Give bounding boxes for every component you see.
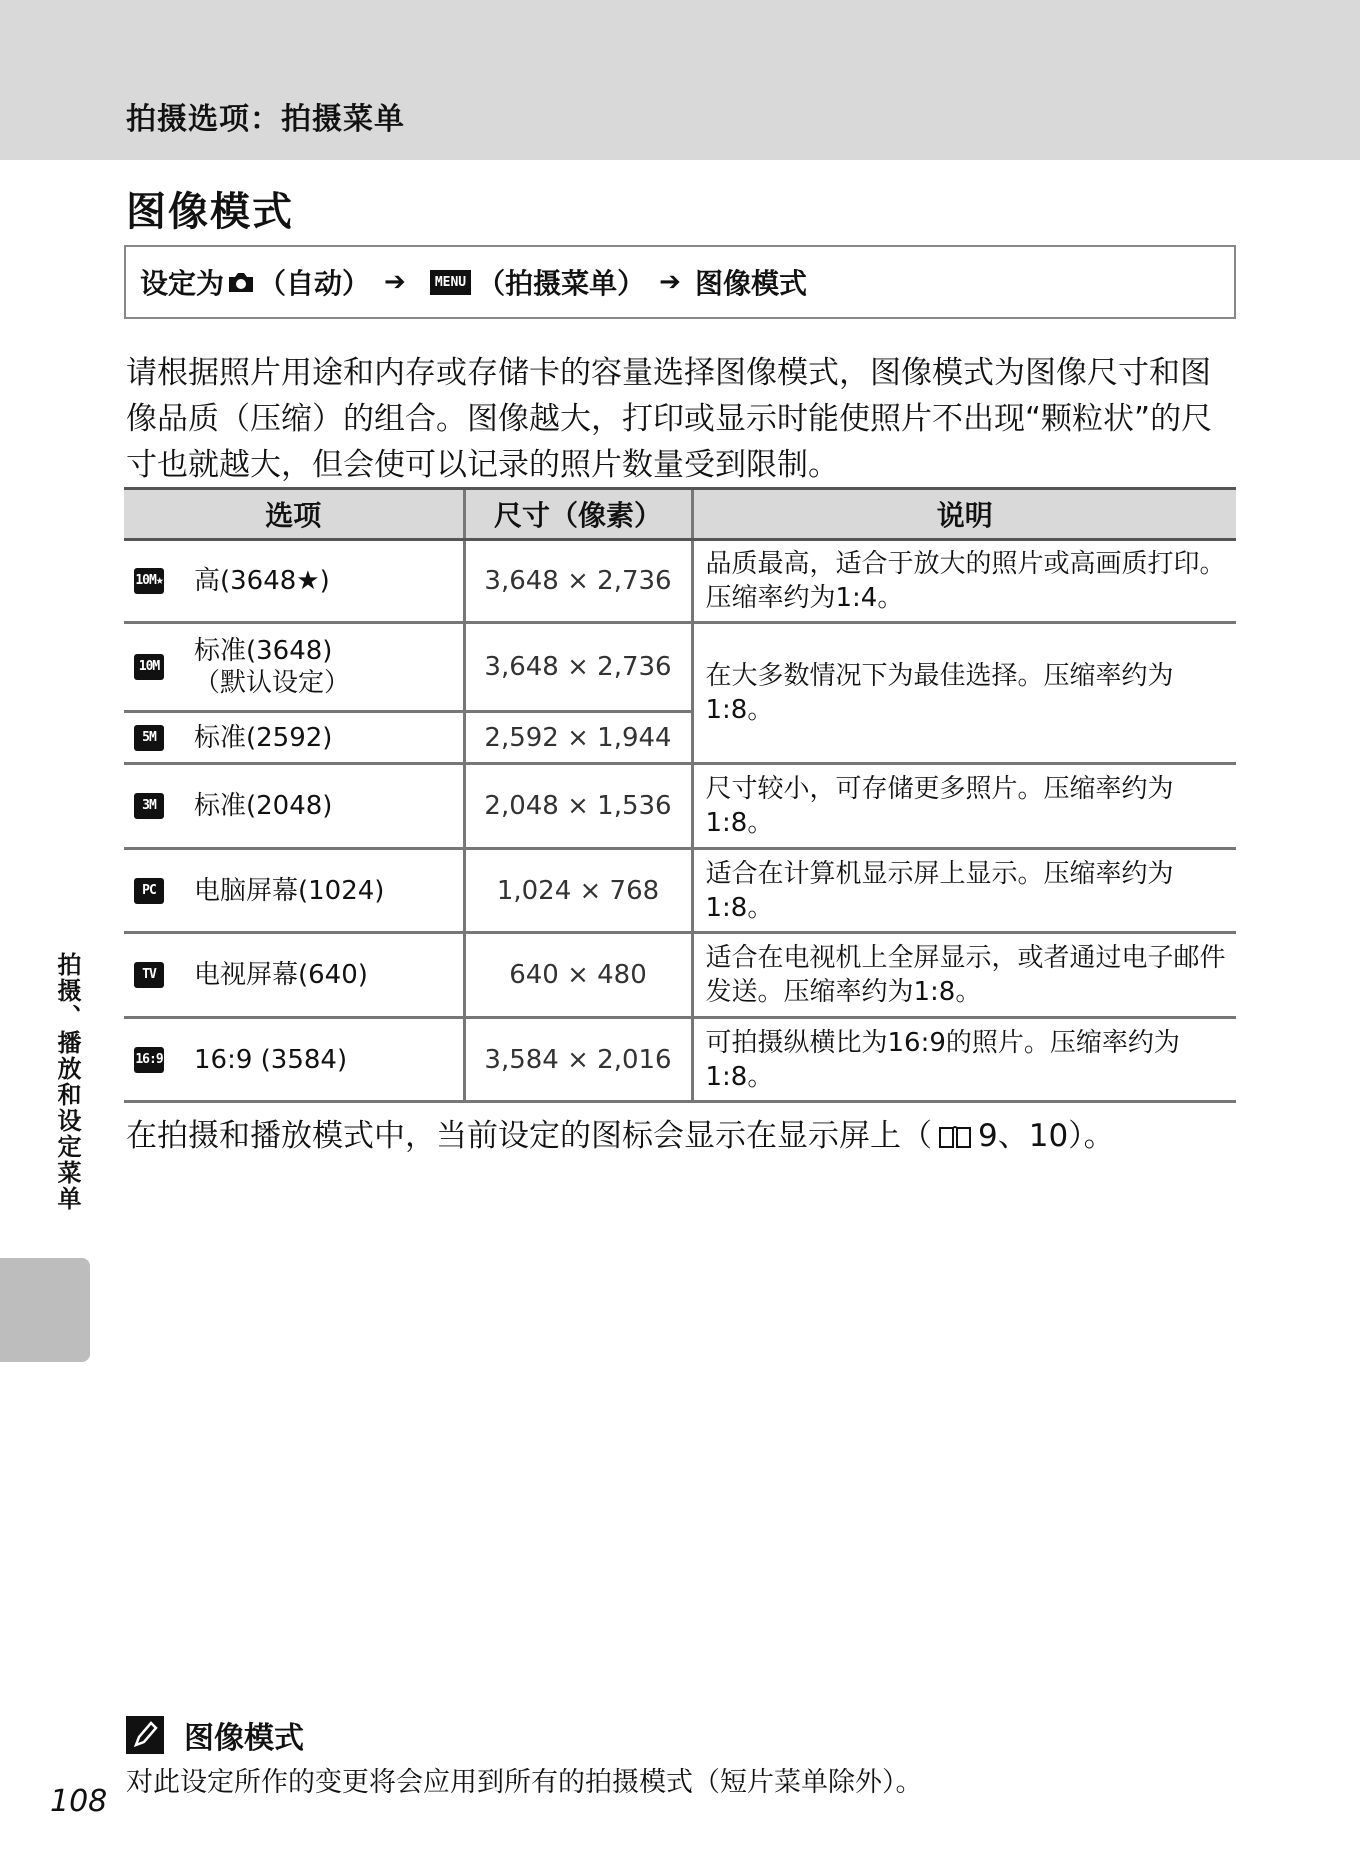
description-cell: 适合在计算机显示屏上显示。压缩率约为1:8。	[692, 849, 1236, 933]
intro-paragraph: 请根据照片用途和内存或存储卡的容量选择图像模式，图像模式为图像尺寸和图像品质（压缩）的组合。图像越大，打印或显示时能使照片不出现“颗粒状”的尺寸也就越大，但会使可以记录的照片数量受到限制。	[126, 355, 1213, 483]
size-cell: 2,048 × 1,536	[464, 764, 692, 849]
note-title: 图像模式	[184, 1721, 304, 1756]
size-cell: 2,592 × 1,944	[464, 712, 692, 764]
arrow-right-icon: ➔	[384, 267, 406, 297]
menu-path	[124, 245, 1236, 319]
page-title: 图像模式	[126, 189, 294, 235]
3m-icon: 3M	[134, 793, 164, 819]
table-row	[124, 623, 1236, 712]
path-menu-label: （拍摄菜单）	[477, 267, 646, 300]
option-cell	[124, 623, 464, 712]
16-9-icon: 16:9	[134, 1047, 164, 1073]
image-mode-table	[124, 487, 1236, 1103]
table-row	[124, 540, 1236, 623]
book-icon	[938, 1125, 972, 1149]
5m-icon: 5M	[134, 725, 164, 751]
pencil-icon	[126, 1716, 164, 1754]
page-reference-link[interactable]: 9、10）。	[978, 1118, 1115, 1154]
description-cell: 可拍摄纵横比为16:9的照片。压缩率约为1:8。	[692, 1018, 1236, 1102]
10m-fine-icon: 10M★	[134, 568, 164, 594]
option-label: 高(3648★)	[194, 566, 330, 596]
icon-display-note	[126, 1110, 1115, 1155]
10m-icon: 10M	[134, 654, 164, 680]
table-row	[124, 764, 1236, 849]
page-number: 108	[50, 1784, 108, 1819]
option-label: 标准(2048)	[194, 791, 333, 821]
header-size: 尺寸（像素）	[464, 489, 692, 540]
option-cell	[124, 764, 464, 849]
option-cell	[124, 712, 464, 764]
table-header-row	[124, 489, 1236, 540]
path-prefix: 设定为	[140, 267, 225, 300]
pc-icon: PC	[134, 878, 164, 904]
section-side-tab	[0, 1258, 90, 1362]
size-cell: 640 × 480	[464, 933, 692, 1018]
size-cell: 3,648 × 2,736	[464, 623, 692, 712]
path-mode-label: （自动）	[258, 267, 371, 300]
option-cell	[124, 933, 464, 1018]
option-name: 标准(3648)	[194, 636, 333, 666]
option-default-note: （默认设定）	[194, 668, 351, 698]
option-label	[194, 635, 350, 699]
description-cell: 品质最高，适合于放大的照片或高画质打印。压缩率约为1:4。	[692, 540, 1236, 623]
camera-auto-icon	[226, 270, 256, 294]
section-side-label: 拍摄、播放和设定菜单	[53, 952, 81, 1212]
path-item: 图像模式	[694, 267, 807, 300]
table-row	[124, 849, 1236, 933]
option-label: 16:9 (3584)	[194, 1044, 348, 1075]
size-cell: 3,648 × 2,736	[464, 540, 692, 623]
arrow-right-icon: ➔	[659, 267, 681, 297]
description-cell: 尺寸较小，可存储更多照片。压缩率约为1:8。	[692, 764, 1236, 849]
note-body: 对此设定所作的变更将会应用到所有的拍摄模式（短片菜单除外）。	[126, 1767, 923, 1798]
size-cell: 3,584 × 2,016	[464, 1018, 692, 1102]
icon-display-text: 在拍摄和播放模式中，当前设定的图标会显示在显示屏上（	[126, 1118, 932, 1154]
description-cell: 在大多数情况下为最佳选择。压缩率约为1:8。	[692, 623, 1236, 764]
option-label: 电脑屏幕(1024)	[194, 875, 385, 906]
option-cell	[124, 849, 464, 933]
size-cell: 1,024 × 768	[464, 849, 692, 933]
menu-icon: MENU	[430, 270, 471, 295]
description-cell: 适合在电视机上全屏显示，或者通过电子邮件发送。压缩率约为1:8。	[692, 933, 1236, 1018]
breadcrumb: 拍摄选项：拍摄菜单	[126, 102, 405, 137]
option-label: 电视屏幕(640)	[194, 960, 368, 990]
option-label: 标准(2592)	[194, 722, 333, 753]
table-row	[124, 933, 1236, 1018]
header-description: 说明	[692, 489, 1236, 540]
option-cell	[124, 540, 464, 623]
option-cell	[124, 1018, 464, 1102]
note-heading	[126, 1713, 304, 1757]
table-row	[124, 1018, 1236, 1102]
tv-icon: TV	[134, 962, 164, 988]
header-option: 选项	[124, 489, 464, 540]
